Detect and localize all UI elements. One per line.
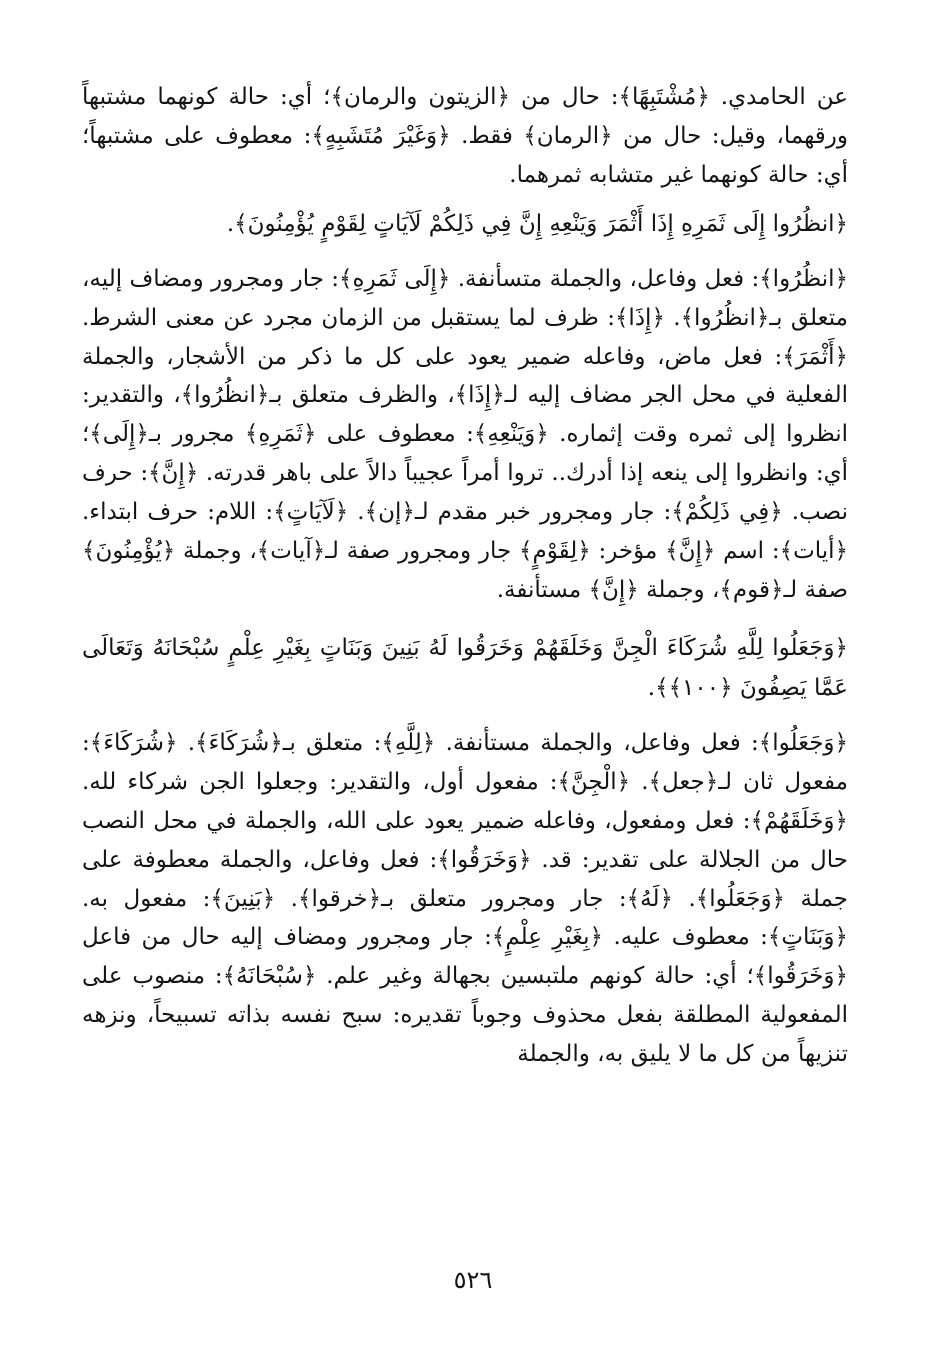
commentary-paragraph-3: ﴿وَجَعَلُوا﴾: فعل وفاعل، والجملة مستأنفة. ﴿لِلَّهِ﴾: متعلق بـ﴿شُرَكَاءَ﴾. ﴿شُرَكَاءَ﴾: مفعول ثان لـ﴿جعل﴾. ﴿الْجِنَّ﴾: مفعول أول، والتقدير: وجعلوا الجن شركاء لله. ﴿وَخَلَقَهُمْ﴾: فعل ومفعول، وفاعله ضمير يعود على الله، والجملة في محل النصب حال من الجلالة على تقدير: قد. ﴿وَخَرَقُوا﴾: فعل وفاعل، والجملة معطوفة على جملة ﴿وَجَعَلُوا﴾. ﴿لَهُ﴾: جار ومجرور متعلق بـ﴿خرقوا﴾. ﴿بَنِينَ﴾: مفعول به. ﴿وَبَنَاتٍ﴾: معطوف عليه. ﴿بِغَيْرِ عِلْمٍ﴾: جار ومجرور ومضاف إليه حال من فاعل ﴿وَخَرَقُوا﴾؛ أي: حالة كونهم ملتبسين بجهالة وغير علم. ﴿سُبْحَانَهُ﴾: منصوب على المفعولية المطلقة بفعل محذوف وجوباً تقديره: سبح نفسه بذاته تسبيحاً، ونزهه تنزيهاً من كل ما لا يليق به، والجملة bbox=[82, 729, 848, 1068]
text-block bbox=[82, 78, 848, 1074]
quran-verse-2: ﴿وَجَعَلُوا لِلَّهِ شُرَكَاءَ الْجِنَّ وَخَلَقَهُمْ وَخَرَقُوا لَهُ بَنِينَ وَبَنَاتٍ بِغَيْرِ عِلْمٍ سُبْحَانَهُ وَتَعَالَى عَمَّا يَصِفُونَ ﴿١٠٠﴾﴾. bbox=[82, 634, 848, 701]
commentary-paragraph-2: ﴿انظُرُوا﴾: فعل وفاعل، والجملة متسأنفة. ﴿إِلَى ثَمَرِهِ﴾: جار ومجرور ومضاف إليه، متعلق بـ﴿انظُرُوا﴾. ﴿إِذَا﴾: ظرف لما يستقبل من الزمان مجرد عن معنى الشرط. ﴿أَثْمَرَ﴾: فعل ماض، وفاعله ضمير يعود على كل ما ذكر من الأشجار، والجملة الفعلية في محل الجر مضاف إليه لـ﴿إِذَا﴾، والظرف متعلق بـ﴿انظُرُوا﴾، والتقدير: انظروا إلى ثمره وقت إثماره. ﴿وَيَنْعِهِ﴾: معطوف على ﴿ثَمَرِهِ﴾ مجرور بـ﴿إِلَى﴾؛ أي: وانظروا إلى ينعه إذا أدرك.. تروا أمراً عجيباً دالاً على باهر قدرته. ﴿إِنَّ﴾: حرف نصب. ﴿فِي ذَلِكُمْ﴾: جار ومجرور خبر مقدم لـ﴿إن﴾. ﴿لَآيَاتٍ﴾: اللام: حرف ابتداء. ﴿أيات﴾: اسم ﴿إِنَّ﴾ مؤخر: ﴿لِقَوْمٍ﴾ جار ومجرور صفة لـ﴿آيات﴾، وجملة ﴿يُؤْمِنُونَ﴾ صفة لـ﴿قوم﴾، وجملة ﴿إِنَّ﴾ مستأنفة. bbox=[82, 265, 848, 603]
quran-verse-1: ﴿انظُرُوا إِلَى ثَمَرِهِ إِذَا أَثْمَرَ وَيَنْعِهِ إِنَّ فِي ذَلِكُمْ لَآيَاتٍ لِقَوْمٍ يُؤْمِنُونَ﴾. bbox=[226, 210, 848, 237]
commentary-paragraph-1: عن الحامدي. ﴿مُشْتَبِهًا﴾: حال من ﴿الزيتون والرمان﴾؛ أي: حالة كونهما مشتبهاً ورقهما، وقيل: حال من ﴿الرمان﴾ فقط. ﴿وَغَيْرَ مُتَشَبِهٍ﴾: معطوف على مشتبهاً؛ أي: حالة كونهما غير متشابه ثمرهما. bbox=[82, 84, 848, 188]
page-number: ٥٢٦ bbox=[453, 1266, 493, 1294]
